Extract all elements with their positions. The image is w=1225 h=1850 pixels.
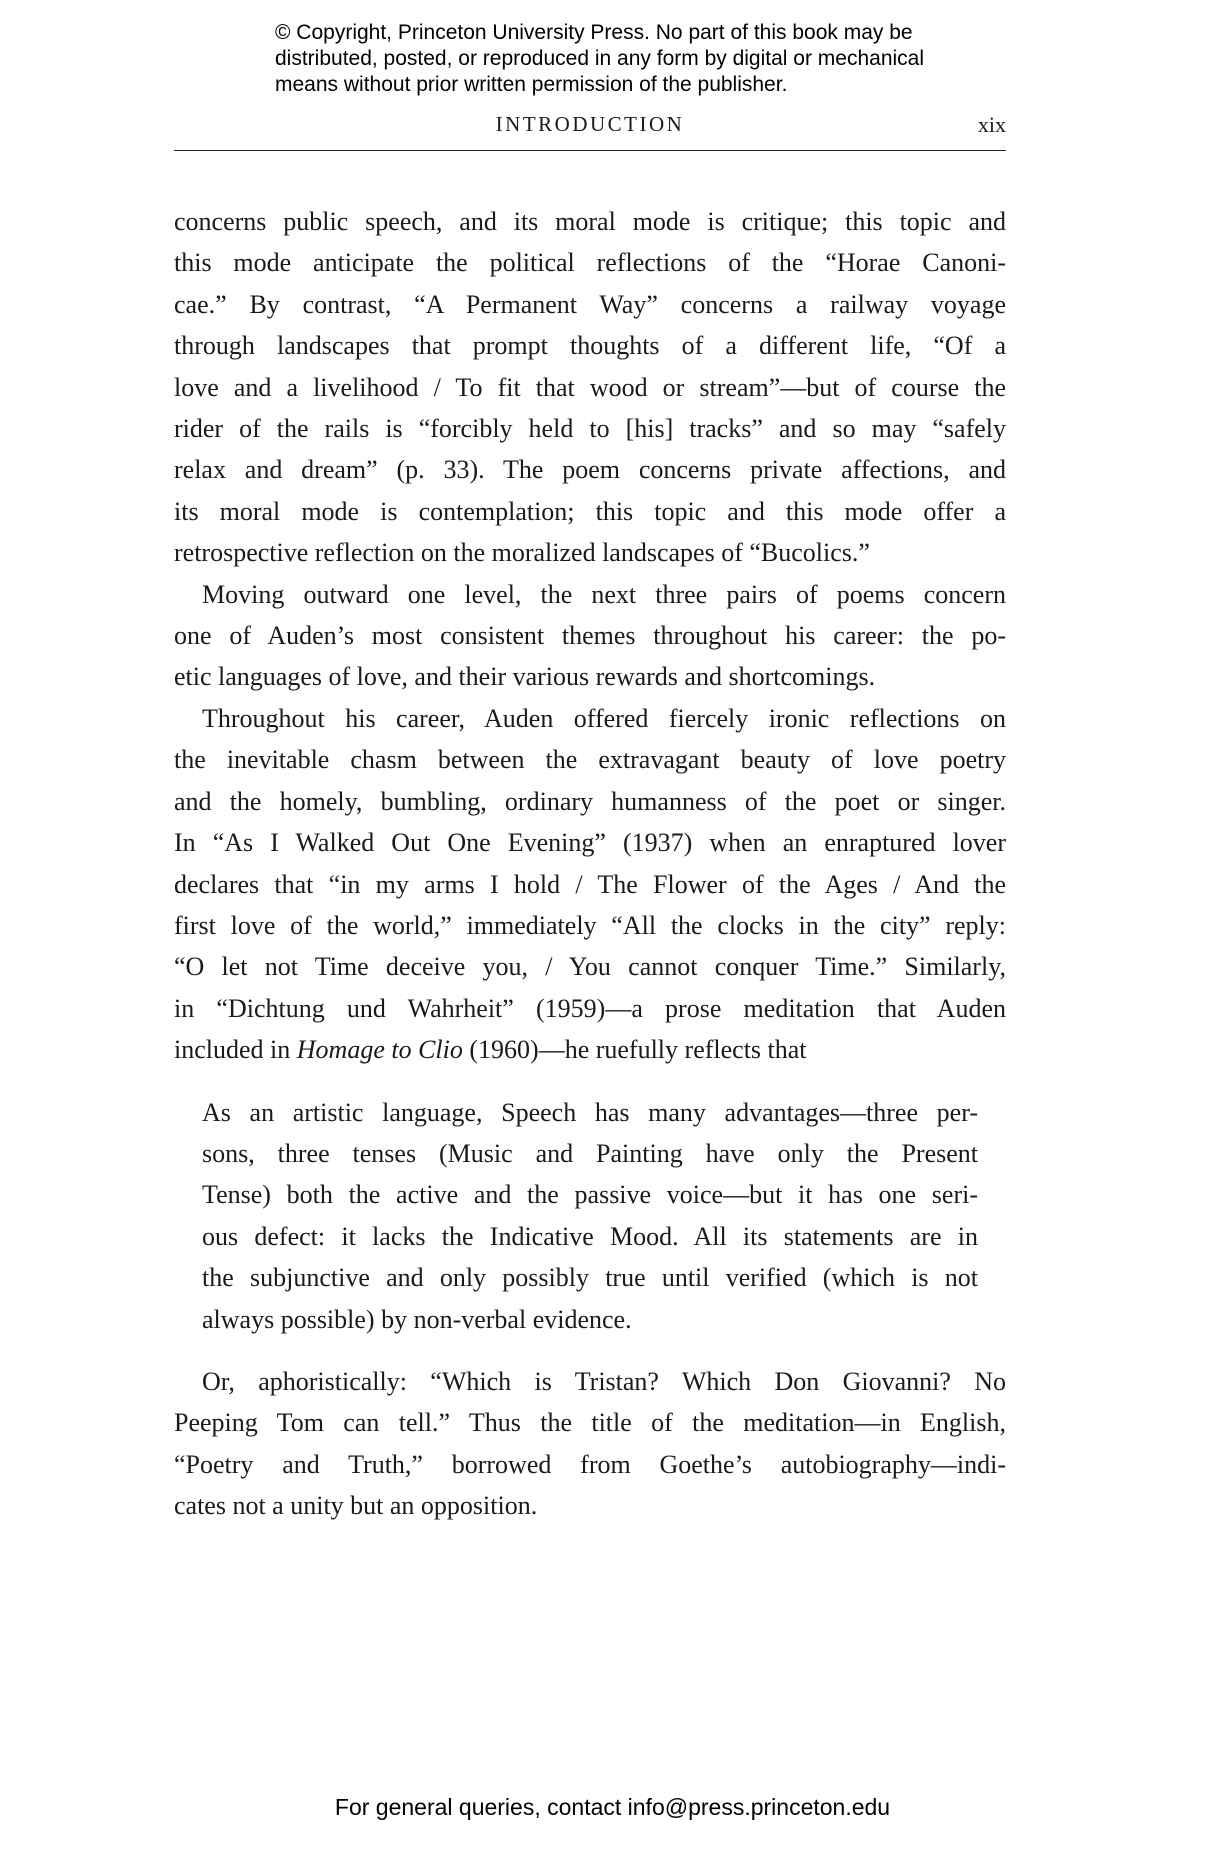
text-line: one of Auden’s most consistent themes throughout his career: the po- [174,621,1006,651]
text-line: etic languages of love, and their various rewards and shortcomings. [174,662,876,692]
text-line: its moral mode is contemplation; this topic and this mode offer a [174,496,1006,526]
text-line: Throughout his career, Auden offered fiercely ironic reflections on [202,703,1006,733]
text-segment: included in [174,1035,297,1065]
copyright-line: © Copyright, Princeton University Press. No part of this book may be [275,21,913,44]
book-title: Homage to Clio [296,1035,463,1065]
copyright-line: means without prior written permission of the publisher. [275,73,788,96]
quote-line: sons, three tenses (Music and Painting have only the Present [202,1138,978,1168]
text-line: and the homely, bumbling, ordinary humanness of the poet or singer. [174,786,1006,816]
text-line: relax and dream” (p. 33). The poem concerns private affections, and [174,455,1006,485]
text-line [174,1029,1006,1070]
text-line: rider of the rails is “forcibly held to [his] tracks” and so may “safely [174,414,1006,444]
text-line: retrospective reflection on the moralized landscapes of “Bucolics.” [174,538,870,568]
text-line: this mode anticipate the political reflections of the “Horae Canoni- [174,248,1006,278]
quote-line: the subjunctive and only possibly true until verified (which is not [202,1263,978,1293]
text-line: cae.” By contrast, “A Permanent Way” concerns a railway voyage [174,289,1006,319]
text-line: “O let not Time deceive you, / You cannot conquer Time.” Similarly, [174,952,1006,982]
paragraph [174,201,1006,574]
text-segment: (1960)—he ruefully reflects that [462,1035,807,1065]
text-line: love and a livelihood / To fit that wood or stream”—but of course the [174,372,1006,402]
text-line: concerns public speech, and its moral mode is critique; this topic and [174,207,1006,236]
text-line: in “Dichtung und Wahrheit” (1959)—a prose meditation that Auden [174,993,1006,1023]
text-line: “Poetry and Truth,” borrowed from Goethe’s autobiography—indi- [174,1449,1006,1479]
copyright-notice [275,20,1035,98]
copyright-line: distributed, posted, or reproduced in any form by digital or mechanical [275,47,925,70]
paragraph [174,574,1006,698]
block-quote [174,1092,1006,1340]
text-line: the inevitable chasm between the extravagant beauty of love poetry [174,745,1006,775]
running-title: INTRODUCTION [495,112,685,136]
text-line: In “As I Walked Out One Evening” (1937) when an enraptured lover [174,828,1006,858]
quote-line: As an artistic language, Speech has many advantages—three per- [202,1097,978,1127]
quote-line: always possible) by non-verbal evidence. [202,1304,632,1334]
paragraph [174,1361,1006,1527]
text-line: Moving outward one level, the next three pairs of poems concern [202,579,1006,609]
quote-line: ous defect: it lacks the Indicative Mood. All its statements are in [202,1221,978,1251]
text-line: through landscapes that prompt thoughts of a different life, “Of a [174,331,1006,361]
text-line: cates not a unity but an opposition. [174,1491,538,1521]
quote-line: Tense) both the active and the passive voice—but it has one seri- [202,1180,978,1210]
footer-contact: For general queries, contact info@press.princeton.edu [334,1794,891,1820]
page-number: xix [977,112,1006,137]
body-text [174,201,1006,1527]
text-line: declares that “in my arms I hold / The Flower of the Ages / And the [174,869,1006,899]
text-line: first love of the world,” immediately “All the clocks in the city” reply: [174,910,1006,940]
text-line: Or, aphoristically: “Which is Tristan? Which Don Giovanni? No [202,1366,1006,1396]
paragraph [174,698,1006,1071]
text-line: Peeping Tom can tell.” Thus the title of the meditation—in English, [174,1408,1006,1438]
running-header [174,110,1006,151]
